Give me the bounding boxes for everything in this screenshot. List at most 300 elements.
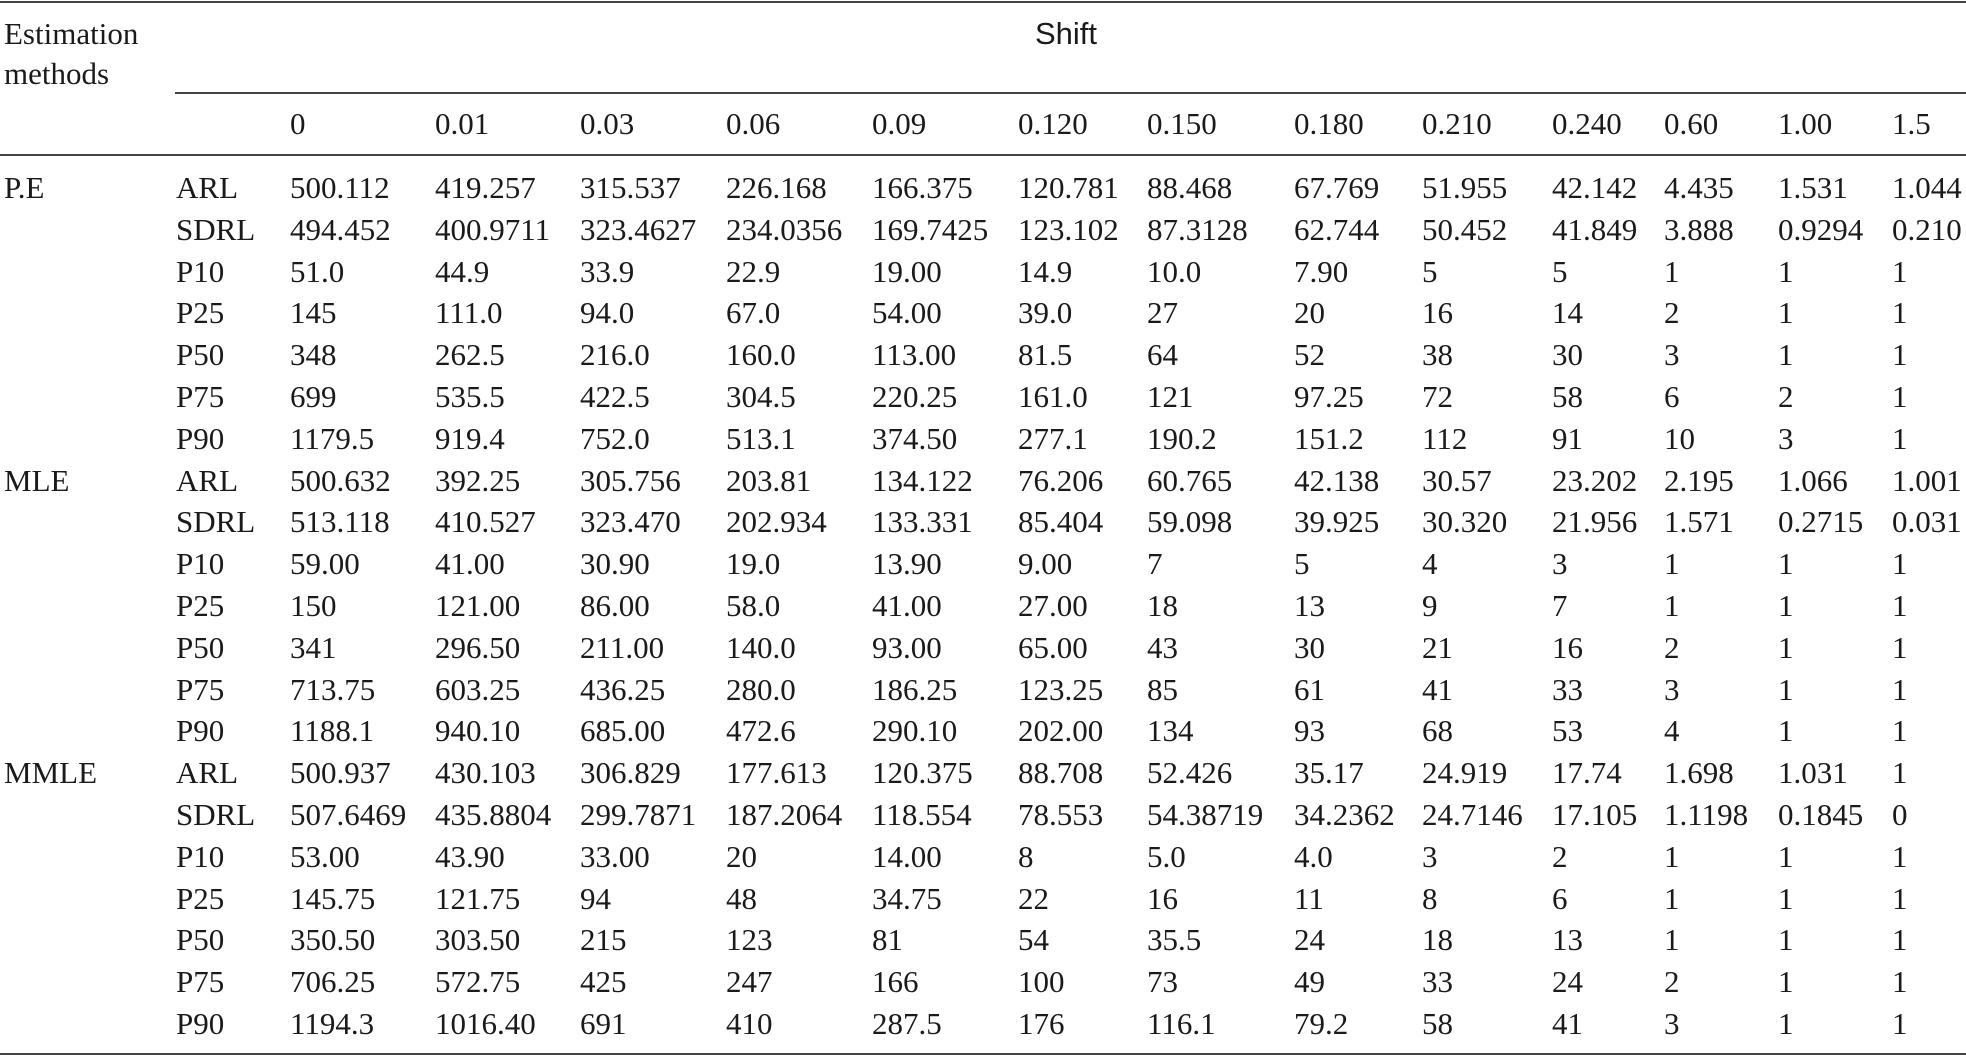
table-cell: 33 <box>1552 672 1583 707</box>
stat-label: P90 <box>176 713 225 748</box>
table-cell: 0.2715 <box>1778 504 1864 539</box>
table-cell: 1 <box>1892 881 1908 916</box>
table-cell: 1 <box>1892 254 1908 289</box>
table-cell: 88.708 <box>1018 755 1104 790</box>
table-cell: 34.75 <box>872 881 942 916</box>
stat-label: ARL <box>176 463 238 498</box>
table-cell: 30 <box>1552 337 1583 372</box>
table-cell: 419.257 <box>435 170 536 205</box>
table-cell: 1 <box>1778 295 1794 330</box>
shift-column-header: 0 <box>290 106 306 141</box>
table-cell: 1 <box>1892 337 1908 372</box>
stat-label: P25 <box>176 588 225 623</box>
table-cell: 1 <box>1664 254 1680 289</box>
table-cell: 58.0 <box>726 588 781 623</box>
table-cell: 94.0 <box>580 295 635 330</box>
corner-header-line-2: methods <box>4 56 110 91</box>
stat-label: P10 <box>176 839 225 874</box>
stat-label: SDRL <box>176 504 256 539</box>
table-cell: 111.0 <box>435 295 503 330</box>
table-cell: 1.044 <box>1892 170 1962 205</box>
table-cell: 43 <box>1147 630 1178 665</box>
table-cell: 120.781 <box>1018 170 1119 205</box>
table-cell: 11 <box>1294 881 1324 916</box>
table-cell: 100 <box>1018 964 1065 999</box>
table-cell: 410.527 <box>435 504 536 539</box>
stat-label: SDRL <box>176 212 256 247</box>
table-cell: 41.00 <box>872 588 942 623</box>
method-label: MLE <box>4 463 70 498</box>
table-cell: 51.955 <box>1422 170 1508 205</box>
table-cell: 1 <box>1892 922 1908 957</box>
table-cell: 7 <box>1147 546 1163 581</box>
table-cell: 24 <box>1294 922 1325 957</box>
table-cell: 10 <box>1664 421 1695 456</box>
table-cell: 0.031 <box>1892 504 1962 539</box>
table-cell: 234.0356 <box>726 212 843 247</box>
stat-label: P50 <box>176 630 225 665</box>
table-cell: 123 <box>726 922 773 957</box>
table-cell: 706.25 <box>290 964 376 999</box>
table-cell: 30.90 <box>580 546 650 581</box>
table-cell: 72 <box>1422 379 1453 414</box>
stat-label: P90 <box>176 421 225 456</box>
table-cell: 1 <box>1892 630 1908 665</box>
table-cell: 123.25 <box>1018 672 1104 707</box>
table-cell: 50.452 <box>1422 212 1508 247</box>
table-cell: 41 <box>1422 672 1453 707</box>
table-cell: 23.202 <box>1552 463 1638 498</box>
table-cell: 62.744 <box>1294 212 1380 247</box>
table-cell: 7 <box>1552 588 1568 623</box>
table-cell: 277.1 <box>1018 421 1088 456</box>
stat-label: P75 <box>176 964 225 999</box>
table-cell: 280.0 <box>726 672 796 707</box>
table-cell: 49 <box>1294 964 1325 999</box>
table-cell: 1 <box>1892 964 1908 999</box>
bottom-rule <box>0 1053 1966 1055</box>
table-cell: 226.168 <box>726 170 827 205</box>
stat-label: P10 <box>176 254 225 289</box>
shift-column-header: 1.00 <box>1778 106 1833 141</box>
shift-column-header: 0.120 <box>1018 106 1088 141</box>
table-cell: 940.10 <box>435 713 521 748</box>
table-cell: 19.00 <box>872 254 942 289</box>
stat-label: P75 <box>176 672 225 707</box>
table-cell: 21.956 <box>1552 504 1638 539</box>
stat-label: P90 <box>176 1006 225 1041</box>
table-cell: 262.5 <box>435 337 505 372</box>
table-cell: 54.38719 <box>1147 797 1264 832</box>
table-cell: 93 <box>1294 713 1325 748</box>
table-cell: 1.531 <box>1778 170 1848 205</box>
corner-header-line-1: Estimation <box>4 16 139 51</box>
table-cell: 27.00 <box>1018 588 1088 623</box>
table-cell: 392.25 <box>435 463 521 498</box>
table-cell: 3 <box>1778 421 1794 456</box>
table-cell: 350.50 <box>290 922 376 957</box>
table-cell: 14.9 <box>1018 254 1073 289</box>
table-cell: 42.138 <box>1294 463 1380 498</box>
table-cell: 323.4627 <box>580 212 697 247</box>
table-cell: 500.112 <box>290 170 390 205</box>
table-cell: 315.537 <box>580 170 681 205</box>
table-cell: 247 <box>726 964 773 999</box>
table-cell: 535.5 <box>435 379 505 414</box>
stat-label: P50 <box>176 922 225 957</box>
table-cell: 215 <box>580 922 627 957</box>
table-cell: 30 <box>1294 630 1325 665</box>
table-cell: 323.470 <box>580 504 681 539</box>
table-cell: 116.1 <box>1147 1006 1216 1041</box>
shift-column-header: 0.150 <box>1147 106 1217 141</box>
table-cell: 691 <box>580 1006 627 1041</box>
table-cell: 190.2 <box>1147 421 1217 456</box>
table-cell: 3 <box>1552 546 1568 581</box>
table-cell: 400.9711 <box>435 212 551 247</box>
table-cell: 30.320 <box>1422 504 1508 539</box>
shift-column-header: 0.01 <box>435 106 490 141</box>
table-cell: 20 <box>1294 295 1325 330</box>
table-cell: 78.553 <box>1018 797 1104 832</box>
table-cell: 3.888 <box>1664 212 1734 247</box>
table-cell: 67.769 <box>1294 170 1380 205</box>
table-cell: 713.75 <box>290 672 376 707</box>
table-cell: 299.7871 <box>580 797 697 832</box>
table-cell: 13 <box>1294 588 1325 623</box>
table-cell: 48 <box>726 881 757 916</box>
table-cell: 919.4 <box>435 421 505 456</box>
table-cell: 33 <box>1422 964 1453 999</box>
table-cell: 1 <box>1664 881 1680 916</box>
table-cell: 54 <box>1018 922 1049 957</box>
table-cell: 16 <box>1147 881 1178 916</box>
table-cell: 0.210 <box>1892 212 1962 247</box>
table-cell: 22.9 <box>726 254 781 289</box>
table-cell: 422.5 <box>580 379 650 414</box>
table-cell: 0 <box>1892 797 1908 832</box>
table-cell: 134 <box>1147 713 1194 748</box>
table-cell: 88.468 <box>1147 170 1233 205</box>
table-cell: 1 <box>1778 964 1794 999</box>
top-rule <box>0 1 1966 3</box>
table-cell: 68 <box>1422 713 1453 748</box>
table-cell: 10.0 <box>1147 254 1202 289</box>
table-cell: 500.937 <box>290 755 391 790</box>
table-cell: 91 <box>1552 421 1583 456</box>
table-cell: 1 <box>1778 922 1794 957</box>
table-cell: 6 <box>1664 379 1680 414</box>
stat-label: SDRL <box>176 797 256 832</box>
table-cell: 1 <box>1664 546 1680 581</box>
table-cell: 348 <box>290 337 337 372</box>
table-cell: 44.9 <box>435 254 490 289</box>
table-cell: 169.7425 <box>872 212 989 247</box>
table-cell: 410 <box>726 1006 773 1041</box>
table-cell: 2 <box>1664 630 1680 665</box>
table-cell: 21 <box>1422 630 1453 665</box>
table-cell: 5 <box>1422 254 1438 289</box>
table-cell: 2.195 <box>1664 463 1734 498</box>
table-cell: 187.2064 <box>726 797 843 832</box>
table-cell: 1188.1 <box>290 713 375 748</box>
table-cell: 76.206 <box>1018 463 1104 498</box>
table-cell: 603.25 <box>435 672 521 707</box>
table-cell: 3 <box>1422 839 1438 874</box>
table-cell: 166.375 <box>872 170 973 205</box>
table-cell: 151.2 <box>1294 421 1364 456</box>
table-cell: 14.00 <box>872 839 942 874</box>
table-cell: 500.632 <box>290 463 391 498</box>
table-cell: 13 <box>1552 922 1583 957</box>
table-cell: 1 <box>1778 881 1794 916</box>
table-cell: 287.5 <box>872 1006 942 1041</box>
table-cell: 296.50 <box>435 630 521 665</box>
table-cell: 161.0 <box>1018 379 1088 414</box>
table-cell: 374.50 <box>872 421 958 456</box>
table-cell: 3 <box>1664 337 1680 372</box>
table-cell: 1 <box>1892 295 1908 330</box>
table-cell: 39.0 <box>1018 295 1073 330</box>
table-cell: 35.5 <box>1147 922 1202 957</box>
table-cell: 436.25 <box>580 672 666 707</box>
table-cell: 290.10 <box>872 713 958 748</box>
table-cell: 4.0 <box>1294 839 1333 874</box>
table-cell: 123.102 <box>1018 212 1119 247</box>
stat-label: P10 <box>176 546 225 581</box>
table-cell: 5 <box>1294 546 1310 581</box>
table-cell: 1.571 <box>1664 504 1734 539</box>
table-cell: 507.6469 <box>290 797 407 832</box>
table-cell: 2 <box>1552 839 1568 874</box>
table-cell: 94 <box>580 881 611 916</box>
table-cell: 1 <box>1778 588 1794 623</box>
table-cell: 177.613 <box>726 755 827 790</box>
table-cell: 43.90 <box>435 839 505 874</box>
table-cell: 9.00 <box>1018 546 1073 581</box>
table-cell: 65.00 <box>1018 630 1088 665</box>
table-cell: 41.00 <box>435 546 505 581</box>
table-cell: 52 <box>1294 337 1325 372</box>
table-cell: 134.122 <box>872 463 973 498</box>
table-cell: 203.81 <box>726 463 812 498</box>
table-cell: 42.142 <box>1552 170 1638 205</box>
table-cell: 121.00 <box>435 588 521 623</box>
table-cell: 306.829 <box>580 755 681 790</box>
table-cell: 303.50 <box>435 922 521 957</box>
table-cell: 1 <box>1664 588 1680 623</box>
shift-column-header: 0.240 <box>1552 106 1622 141</box>
table-cell: 18 <box>1422 922 1453 957</box>
table-cell: 0.9294 <box>1778 212 1864 247</box>
table-cell: 8 <box>1422 881 1438 916</box>
table-cell: 425 <box>580 964 627 999</box>
table-cell: 2 <box>1778 379 1794 414</box>
table-cell: 24.7146 <box>1422 797 1523 832</box>
table-cell: 1 <box>1778 672 1794 707</box>
table-cell: 1 <box>1778 337 1794 372</box>
table-cell: 145.75 <box>290 881 376 916</box>
table-cell: 513.118 <box>290 504 390 539</box>
table-cell: 20 <box>726 839 757 874</box>
stat-label: P25 <box>176 881 225 916</box>
table-cell: 41 <box>1552 1006 1583 1041</box>
shift-column-header: 0.03 <box>580 106 635 141</box>
table-cell: 8 <box>1018 839 1034 874</box>
table-cell: 1.698 <box>1664 755 1734 790</box>
shift-column-header: 0.06 <box>726 106 781 141</box>
table-cell: 1179.5 <box>290 421 375 456</box>
table-cell: 1 <box>1778 630 1794 665</box>
table-cell: 1 <box>1892 546 1908 581</box>
table-cell: 494.452 <box>290 212 391 247</box>
table-cell: 4 <box>1422 546 1438 581</box>
table-cell: 176 <box>1018 1006 1065 1041</box>
table-cell: 1 <box>1892 839 1908 874</box>
table-cell: 121 <box>1147 379 1194 414</box>
table-cell: 699 <box>290 379 337 414</box>
table-cell: 202.934 <box>726 504 827 539</box>
table-cell: 1 <box>1892 755 1908 790</box>
table-cell: 1 <box>1892 379 1908 414</box>
table-cell: 1194.3 <box>290 1006 375 1041</box>
table-cell: 430.103 <box>435 755 536 790</box>
table-cell: 140.0 <box>726 630 796 665</box>
table-cell: 1 <box>1892 1006 1908 1041</box>
table-cell: 87.3128 <box>1147 212 1248 247</box>
table-cell: 52.426 <box>1147 755 1233 790</box>
table-cell: 1.1198 <box>1664 797 1749 832</box>
table-cell: 472.6 <box>726 713 796 748</box>
table-cell: 120.375 <box>872 755 973 790</box>
table-cell: 304.5 <box>726 379 796 414</box>
stat-label: ARL <box>176 170 238 205</box>
table-cell: 19.0 <box>726 546 781 581</box>
stat-label: P25 <box>176 295 225 330</box>
table-cell: 38 <box>1422 337 1453 372</box>
table-cell: 16 <box>1552 630 1583 665</box>
shift-group-header: Shift <box>1035 16 1098 51</box>
table-cell: 97.25 <box>1294 379 1364 414</box>
table-cell: 24 <box>1552 964 1583 999</box>
table-cell: 16 <box>1422 295 1453 330</box>
method-label: MMLE <box>4 755 97 790</box>
table-cell: 1 <box>1778 839 1794 874</box>
table-cell: 79.2 <box>1294 1006 1349 1041</box>
table-cell: 1 <box>1892 713 1908 748</box>
table-cell: 17.74 <box>1552 755 1622 790</box>
table-cell: 34.2362 <box>1294 797 1395 832</box>
table-cell: 51.0 <box>290 254 345 289</box>
table-cell: 9 <box>1422 588 1438 623</box>
table-cell: 67.0 <box>726 295 781 330</box>
table-cell: 58 <box>1422 1006 1453 1041</box>
table-cell: 6 <box>1552 881 1568 916</box>
table-cell: 58 <box>1552 379 1583 414</box>
stat-label: P50 <box>176 337 225 372</box>
table-cell: 113.00 <box>872 337 957 372</box>
table-cell: 3 <box>1664 1006 1680 1041</box>
table-cell: 572.75 <box>435 964 521 999</box>
table-cell: 93.00 <box>872 630 942 665</box>
table-cell: 59.00 <box>290 546 360 581</box>
table-cell: 1 <box>1892 672 1908 707</box>
table-cell: 39.925 <box>1294 504 1380 539</box>
table-cell: 1.031 <box>1778 755 1848 790</box>
table-cell: 17.105 <box>1552 797 1638 832</box>
table-cell: 121.75 <box>435 881 521 916</box>
table-cell: 220.25 <box>872 379 958 414</box>
table-cell: 1 <box>1778 1006 1794 1041</box>
table-cell: 752.0 <box>580 421 650 456</box>
table-cell: 1 <box>1778 713 1794 748</box>
table-cell: 64 <box>1147 337 1178 372</box>
table-cell: 202.00 <box>1018 713 1104 748</box>
table-cell: 145 <box>290 295 337 330</box>
table-cell: 27 <box>1147 295 1178 330</box>
shift-column-header: 0.210 <box>1422 106 1492 141</box>
table-cell: 33.00 <box>580 839 650 874</box>
table-cell: 24.919 <box>1422 755 1508 790</box>
shift-column-header: 0.09 <box>872 106 927 141</box>
table-cell: 14 <box>1552 295 1583 330</box>
table-cell: 118.554 <box>872 797 972 832</box>
table-cell: 18 <box>1147 588 1178 623</box>
table-cell: 112 <box>1422 421 1468 456</box>
table-cell: 5 <box>1552 254 1568 289</box>
table-cell: 53 <box>1552 713 1583 748</box>
table-cell: 305.756 <box>580 463 681 498</box>
table-cell: 1 <box>1664 922 1680 957</box>
stat-label: ARL <box>176 755 238 790</box>
table-cell: 216.0 <box>580 337 650 372</box>
table-cell: 59.098 <box>1147 504 1233 539</box>
table-cell: 33.9 <box>580 254 635 289</box>
table-cell: 341 <box>290 630 337 665</box>
table-cell: 513.1 <box>726 421 796 456</box>
shift-column-header: 0.60 <box>1664 106 1719 141</box>
shift-column-header: 0.180 <box>1294 106 1364 141</box>
method-label: P.E <box>4 170 45 205</box>
table-cell: 85.404 <box>1018 504 1104 539</box>
table-cell: 685.00 <box>580 713 666 748</box>
table-cell: 85 <box>1147 672 1178 707</box>
table-cell: 2 <box>1664 295 1680 330</box>
shift-header-rule <box>175 92 1966 94</box>
table-cell: 1 <box>1892 588 1908 623</box>
table-cell: 4.435 <box>1664 170 1734 205</box>
table-cell: 186.25 <box>872 672 958 707</box>
table-cell: 166 <box>872 964 919 999</box>
table-cell: 1.066 <box>1778 463 1848 498</box>
table-cell: 1 <box>1778 254 1794 289</box>
table-cell: 54.00 <box>872 295 942 330</box>
table-cell: 3 <box>1664 672 1680 707</box>
table-cell: 35.17 <box>1294 755 1364 790</box>
table-cell: 2 <box>1664 964 1680 999</box>
table-cell: 1016.40 <box>435 1006 536 1041</box>
table-cell: 53.00 <box>290 839 360 874</box>
table-cell: 73 <box>1147 964 1178 999</box>
header-bottom-rule <box>0 154 1966 156</box>
table-cell: 30.57 <box>1422 463 1492 498</box>
stat-label: P75 <box>176 379 225 414</box>
table-cell: 0.1845 <box>1778 797 1864 832</box>
table-cell: 22 <box>1018 881 1049 916</box>
table-cell: 1 <box>1664 839 1680 874</box>
table-cell: 86.00 <box>580 588 650 623</box>
table-cell: 1 <box>1778 546 1794 581</box>
